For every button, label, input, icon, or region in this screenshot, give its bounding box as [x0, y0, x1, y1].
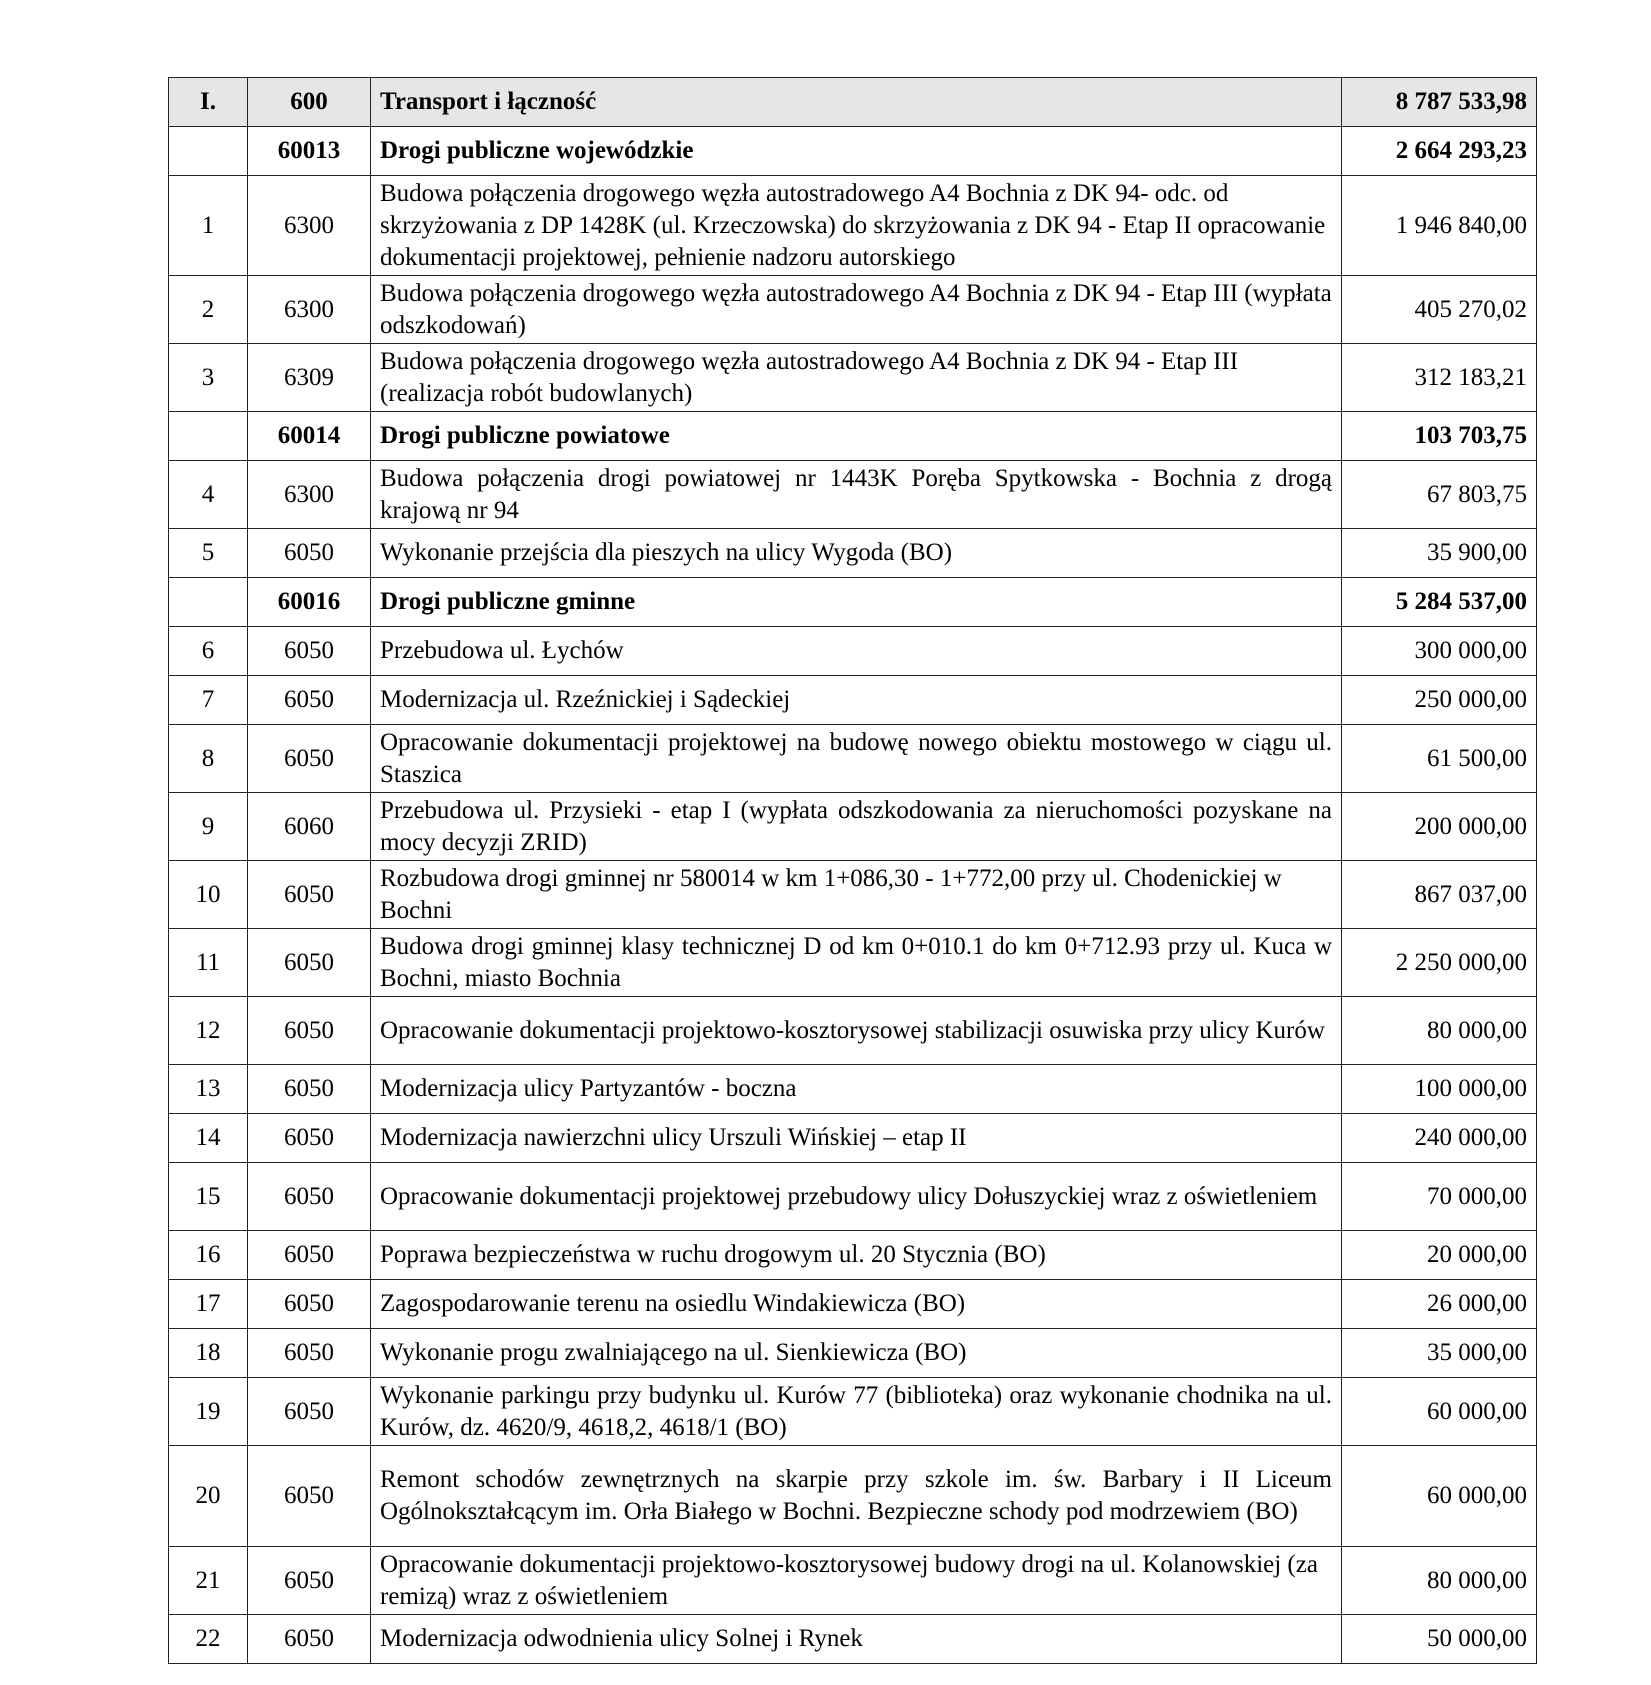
chapter-code: 60013: [248, 127, 371, 176]
table-row: [169, 344, 1537, 412]
item-description: Wykonanie parkingu przy budynku ul. Kurów 77 (biblioteka) oraz wykonanie chodnika na ul. Kurów, dz. 4620/9, 4618,2, 4618/1 (BO): [371, 1378, 1342, 1446]
item-description: Budowa drogi gminnej klasy technicznej D od km 0+010.1 do km 0+712.93 przy ul. Kuca w Bochni, miasto Bochnia: [371, 929, 1342, 997]
table-row: [169, 1547, 1537, 1615]
item-paragraph: 6050: [248, 1280, 371, 1329]
item-paragraph: 6050: [248, 1231, 371, 1280]
item-paragraph: 6060: [248, 793, 371, 861]
item-description: Wykonanie progu zwalniającego na ul. Sienkiewicza (BO): [371, 1329, 1342, 1378]
item-paragraph: 6300: [248, 276, 371, 344]
chapter-amount: 103 703,75: [1342, 412, 1537, 461]
chapter-title: Drogi publiczne gminne: [371, 578, 1342, 627]
item-description: Budowa połączenia drogowego węzła autostradowego A4 Bochnia z DK 94- odc. od skrzyżowania z DP 1428K (ul. Krzeczowska) do skrzyżowania z DK 94 - Etap II opracowanie dokumentacji projektowej, pełnienie nadzoru autorskiego: [371, 176, 1342, 276]
item-amount: 240 000,00: [1342, 1114, 1537, 1163]
table-row: [169, 1329, 1537, 1378]
item-lp: 21: [169, 1547, 248, 1615]
item-description: Opracowanie dokumentacji projektowej na budowę nowego obiektu mostowego w ciągu ul. Staszica: [371, 725, 1342, 793]
item-amount: 312 183,21: [1342, 344, 1537, 412]
table-row: [169, 461, 1537, 529]
table-row: [169, 1446, 1537, 1547]
item-amount: 61 500,00: [1342, 725, 1537, 793]
table-row: [169, 676, 1537, 725]
item-paragraph: 6050: [248, 1114, 371, 1163]
item-lp: 5: [169, 529, 248, 578]
item-lp: 4: [169, 461, 248, 529]
item-paragraph: 6050: [248, 1065, 371, 1114]
item-lp: 2: [169, 276, 248, 344]
chapter-title: Drogi publiczne powiatowe: [371, 412, 1342, 461]
chapter-code: 60014: [248, 412, 371, 461]
item-paragraph: 6050: [248, 929, 371, 997]
item-amount: 300 000,00: [1342, 627, 1537, 676]
item-amount: 867 037,00: [1342, 861, 1537, 929]
table-row: [169, 929, 1537, 997]
item-amount: 250 000,00: [1342, 676, 1537, 725]
section-amount: 8 787 533,98: [1342, 78, 1537, 127]
item-paragraph: 6050: [248, 1378, 371, 1446]
item-lp: 11: [169, 929, 248, 997]
item-paragraph: 6050: [248, 861, 371, 929]
item-lp: 16: [169, 1231, 248, 1280]
item-amount: 70 000,00: [1342, 1163, 1537, 1231]
table-row: [169, 1615, 1537, 1664]
item-description: Budowa połączenia drogowego węzła autostradowego A4 Bochnia z DK 94 - Etap III (realizacja robót budowlanych): [371, 344, 1342, 412]
section-row: [169, 78, 1537, 127]
item-amount: 50 000,00: [1342, 1615, 1537, 1664]
item-description: Budowa połączenia drogowego węzła autostradowego A4 Bochnia z DK 94 - Etap III (wypłata odszkodowań): [371, 276, 1342, 344]
item-amount: 1 946 840,00: [1342, 176, 1537, 276]
item-description: Modernizacja nawierzchni ulicy Urszuli Wińskiej – etap II: [371, 1114, 1342, 1163]
item-lp: 14: [169, 1114, 248, 1163]
table-row: [169, 529, 1537, 578]
chapter-amount: 5 284 537,00: [1342, 578, 1537, 627]
item-lp: 7: [169, 676, 248, 725]
item-paragraph: 6050: [248, 1615, 371, 1664]
item-description: Budowa połączenia drogi powiatowej nr 1443K Poręba Spytkowska - Bochnia z drogą krajową nr 94: [371, 461, 1342, 529]
table-row: [169, 627, 1537, 676]
chapter-amount: 2 664 293,23: [1342, 127, 1537, 176]
item-description: Modernizacja ulicy Partyzantów - boczna: [371, 1065, 1342, 1114]
item-description: Remont schodów zewnętrznych na skarpie przy szkole im. św. Barbary i II Liceum Ogólnokształcącym im. Orła Białego w Bochni. Bezpieczne schody pod modrzewiem (BO): [371, 1446, 1342, 1547]
item-paragraph: 6050: [248, 1446, 371, 1547]
item-paragraph: 6050: [248, 627, 371, 676]
item-amount: 405 270,02: [1342, 276, 1537, 344]
item-paragraph: 6050: [248, 997, 371, 1065]
item-paragraph: 6309: [248, 344, 371, 412]
item-amount: 35 000,00: [1342, 1329, 1537, 1378]
table-row: [169, 861, 1537, 929]
item-paragraph: 6050: [248, 676, 371, 725]
item-description: Zagospodarowanie terenu na osiedlu Windakiewicza (BO): [371, 1280, 1342, 1329]
item-description: Modernizacja ul. Rzeźnickiej i Sądeckiej: [371, 676, 1342, 725]
item-amount: 67 803,75: [1342, 461, 1537, 529]
item-amount: 20 000,00: [1342, 1231, 1537, 1280]
item-lp: 3: [169, 344, 248, 412]
item-paragraph: 6050: [248, 1329, 371, 1378]
section-title: Transport i łączność: [371, 78, 1342, 127]
item-paragraph: 6300: [248, 461, 371, 529]
item-lp: 15: [169, 1163, 248, 1231]
item-amount: 26 000,00: [1342, 1280, 1537, 1329]
item-lp: 6: [169, 627, 248, 676]
item-lp: 20: [169, 1446, 248, 1547]
item-amount: 200 000,00: [1342, 793, 1537, 861]
item-lp: 18: [169, 1329, 248, 1378]
item-amount: 35 900,00: [1342, 529, 1537, 578]
item-lp: 12: [169, 997, 248, 1065]
item-amount: 80 000,00: [1342, 997, 1537, 1065]
item-lp: 10: [169, 861, 248, 929]
table-row: [169, 1065, 1537, 1114]
item-lp: 13: [169, 1065, 248, 1114]
item-paragraph: 6050: [248, 529, 371, 578]
item-description: Wykonanie przejścia dla pieszych na ulicy Wygoda (BO): [371, 529, 1342, 578]
chapter-title: Drogi publiczne wojewódzkie: [371, 127, 1342, 176]
item-description: Opracowanie dokumentacji projektowo-kosztorysowej budowy drogi na ul. Kolanowskiej (za remizą) wraz z oświetleniem: [371, 1547, 1342, 1615]
item-amount: 80 000,00: [1342, 1547, 1537, 1615]
chapter-row: [169, 412, 1537, 461]
item-amount: 60 000,00: [1342, 1446, 1537, 1547]
chapter-row: [169, 127, 1537, 176]
item-lp: 8: [169, 725, 248, 793]
budget-table: [168, 77, 1537, 1664]
item-amount: 2 250 000,00: [1342, 929, 1537, 997]
table-row: [169, 176, 1537, 276]
section-code: 600: [248, 78, 371, 127]
table-row: [169, 1280, 1537, 1329]
item-paragraph: 6050: [248, 1163, 371, 1231]
item-paragraph: 6300: [248, 176, 371, 276]
chapter-row: [169, 578, 1537, 627]
table-row: [169, 1378, 1537, 1446]
table-row: [169, 276, 1537, 344]
item-amount: 60 000,00: [1342, 1378, 1537, 1446]
item-lp: 17: [169, 1280, 248, 1329]
item-description: Opracowanie dokumentacji projektowo-kosztorysowej stabilizacji osuwiska przy ulicy Kurów: [371, 997, 1342, 1065]
item-paragraph: 6050: [248, 1547, 371, 1615]
item-lp: 19: [169, 1378, 248, 1446]
table-row: [169, 1231, 1537, 1280]
item-description: Przebudowa ul. Przysieki - etap I (wypłata odszkodowania za nieruchomości pozyskane na mocy decyzji ZRID): [371, 793, 1342, 861]
item-lp: 1: [169, 176, 248, 276]
item-description: Opracowanie dokumentacji projektowej przebudowy ulicy Dołuszyckiej wraz z oświetleniem: [371, 1163, 1342, 1231]
item-amount: 100 000,00: [1342, 1065, 1537, 1114]
item-description: Rozbudowa drogi gminnej nr 580014 w km 1+086,30 - 1+772,00 przy ul. Chodenickiej w Bochni: [371, 861, 1342, 929]
table-row: [169, 1163, 1537, 1231]
item-lp: 22: [169, 1615, 248, 1664]
item-description: Poprawa bezpieczeństwa w ruchu drogowym ul. 20 Stycznia (BO): [371, 1231, 1342, 1280]
table-row: [169, 1114, 1537, 1163]
item-description: Modernizacja odwodnienia ulicy Solnej i Rynek: [371, 1615, 1342, 1664]
chapter-code: 60016: [248, 578, 371, 627]
item-paragraph: 6050: [248, 725, 371, 793]
table-row: [169, 997, 1537, 1065]
table-row: [169, 793, 1537, 861]
item-lp: 9: [169, 793, 248, 861]
table-row: [169, 725, 1537, 793]
item-description: Przebudowa ul. Łychów: [371, 627, 1342, 676]
section-number: I.: [169, 78, 248, 127]
